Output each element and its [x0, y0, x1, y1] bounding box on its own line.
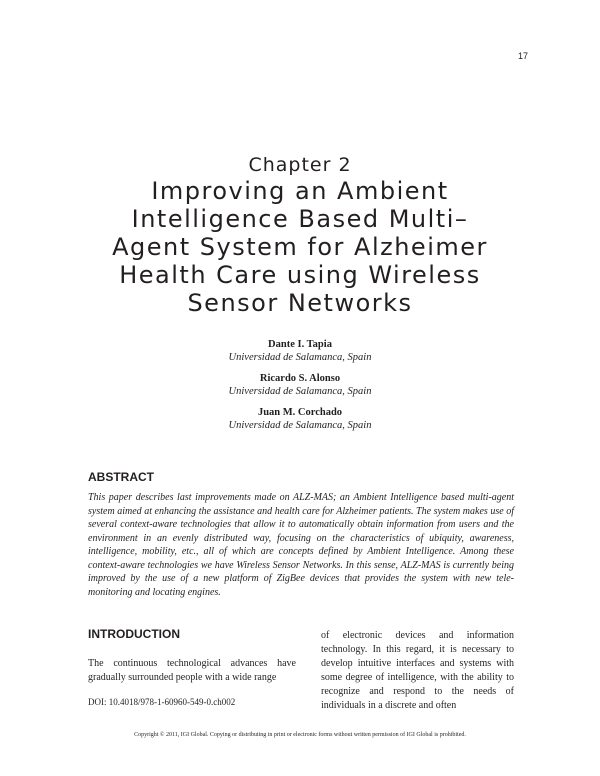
author-affiliation: Universidad de Salamanca, Spain	[228, 386, 372, 397]
introduction-heading: INTRODUCTION	[88, 627, 180, 641]
author-block	[150, 372, 450, 406]
chapter-title-line: Intelligence Based Multi–	[131, 205, 469, 233]
author-affiliation: Universidad de Salamanca, Spain	[228, 352, 372, 363]
page-number: 17	[517, 51, 528, 61]
introduction-left-column: The continuous technological advances have gradually surrounded people with a wide range	[88, 658, 296, 683]
chapter-label: Chapter 2	[248, 154, 352, 176]
copyright-notice: Copyright © 2011, IGI Global. Copying or distributing in print or electronic forms without written permission of IGI Global is prohibited.	[134, 732, 466, 738]
chapter-title-line: Health Care using Wireless	[119, 261, 481, 289]
author-block	[150, 338, 450, 372]
author-block	[150, 406, 450, 440]
author-name: Dante I. Tapia	[268, 339, 332, 350]
abstract-heading: ABSTRACT	[88, 470, 154, 484]
chapter-title-line: Sensor Networks	[187, 289, 413, 317]
author-affiliation: Universidad de Salamanca, Spain	[228, 420, 372, 431]
author-name: Juan M. Corchado	[257, 407, 343, 418]
chapter-title	[100, 177, 500, 317]
chapter-title-line: Agent System for Alzheimer	[112, 233, 488, 261]
chapter-title-line: Improving an Ambient	[151, 177, 449, 205]
introduction-right-column: of electronic devices and information technology. In this regard, it is necessary to develop intuitive interfaces and systems with some degree of intelligence, with the ability to recognize and respond to the needs of individuals in a discrete and often	[321, 630, 514, 711]
abstract-text: This paper describes last improvements made on ALZ-MAS; an Ambient Intelligence based multi-agent system aimed at enhancing the assistance and health care for Alzheimer patients. The system makes use of several context-aware technologies that allow it to automatically obtain information from users and the environment in an evenly distributed way, focusing on the characteristics of ubiquity, awareness, intelligence, mobility, etc., all of which are concepts defined by Ambient Intelligence. Among these context-aware technologies we have Wireless Sensor Networks. In this sense, ALZ-MAS is currently being improved by the use of a new platform of ZigBee devices that provides the system with new tele-monitoring and locating engines.	[88, 492, 514, 598]
doi: DOI: 10.4018/978-1-60960-549-0.ch002	[88, 697, 236, 707]
author-name: Ricardo S. Alonso	[259, 373, 341, 384]
author-list	[150, 338, 450, 440]
